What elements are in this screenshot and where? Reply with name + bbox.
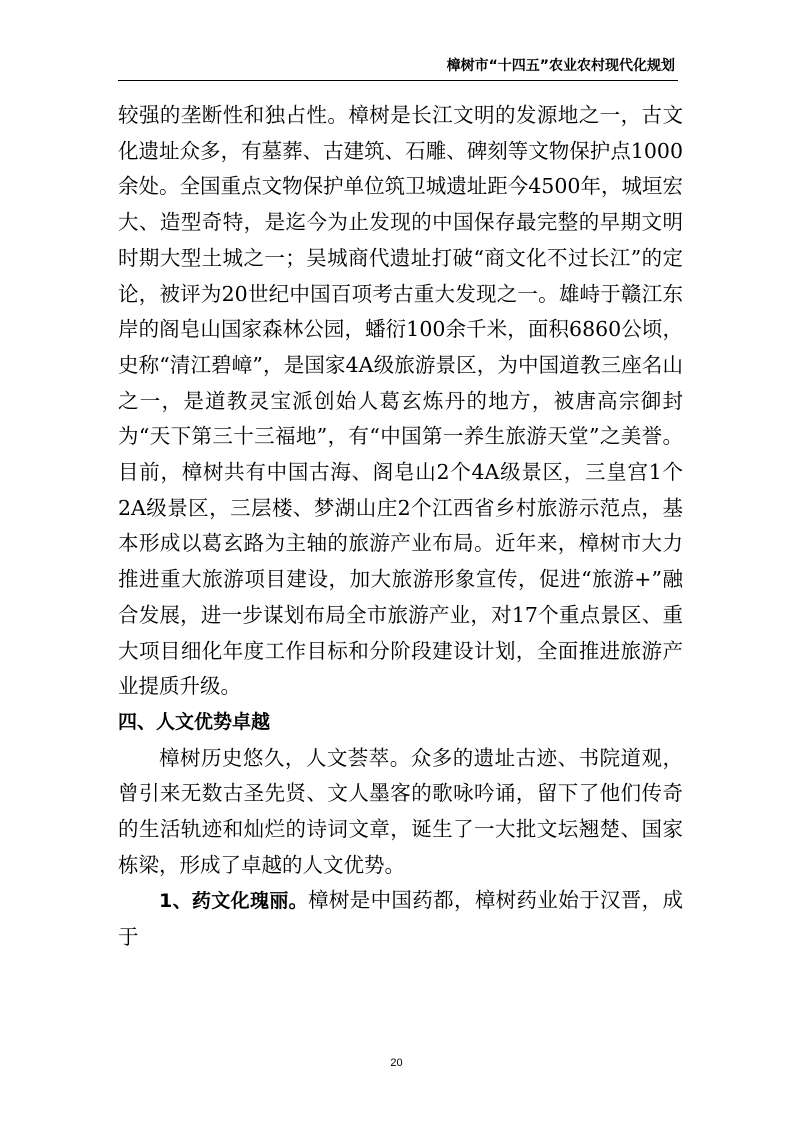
- subsection-lead: 1、药文化瑰丽。: [159, 890, 309, 913]
- paragraph: 较强的垄断性和独占性。樟树是长江文明的发源地之一，古文化遗址众多，有墓葬、古建筑、石雕、碑刻等文物保护点1000余处。全国重点文物保护单位筑卫城遗址距今4500年，城垣宏大、造型奇特，是迄今为止发现的中国保存最完整的早期文明时期大型土城之一；吴城商代遗址打破“商文化不过长江”的定论，被评为20世纪中国百项考古重大发现之一。雄峙于赣江东岸的阁皂山国家森林公园，蟠衍100余千米，面积6860公顷，史称“清江碧嶂”，是国家4A级旅游景区，为中国道教三座名山之一，是道教灵宝派创始人葛玄炼丹的地方，被唐高宗御封为“天下第三十三福地”，有“中国第一养生旅游天堂”之美誉。目前，樟树共有中国古海、阁皂山2个4A级景区，三皇宫1个2A级景区，三层楼、梦湖山庄2个江西省乡村旅游示范点，基本形成以葛玄路为主轴的旅游产业布局。近年来，樟树市大力推进重大旅游项目建设，加大旅游形象宣传，促进“旅游+”融合发展，进一步谋划布局全市旅游产业，对17个重点景区、重大项目细化年度工作目标和分阶段建设计划，全面推进旅游产业提质升级。: [118, 103, 683, 699]
- page-number: 20: [390, 1057, 403, 1069]
- body-text: [118, 98, 683, 956]
- paragraph: [118, 883, 683, 955]
- paragraph-text: 樟树是中国药都，樟树药业始于汉晋，成于: [118, 888, 683, 950]
- section-heading: 四、人文优势卓越: [118, 710, 271, 733]
- running-header: 樟树市“十四五”农业农村现代化规划: [446, 58, 675, 74]
- paragraph: 樟树历史悠久，人文荟萃。众多的遗址古迹、书院道观，曾引来无数古圣先贤、文人墨客的歌咏吟诵，留下了他们传奇的生活轨迹和灿烂的诗词文章，诞生了一大批文坛翘楚、国家栋梁，形成了卓越的人文优势。: [118, 745, 683, 877]
- header-divider: [118, 80, 678, 81]
